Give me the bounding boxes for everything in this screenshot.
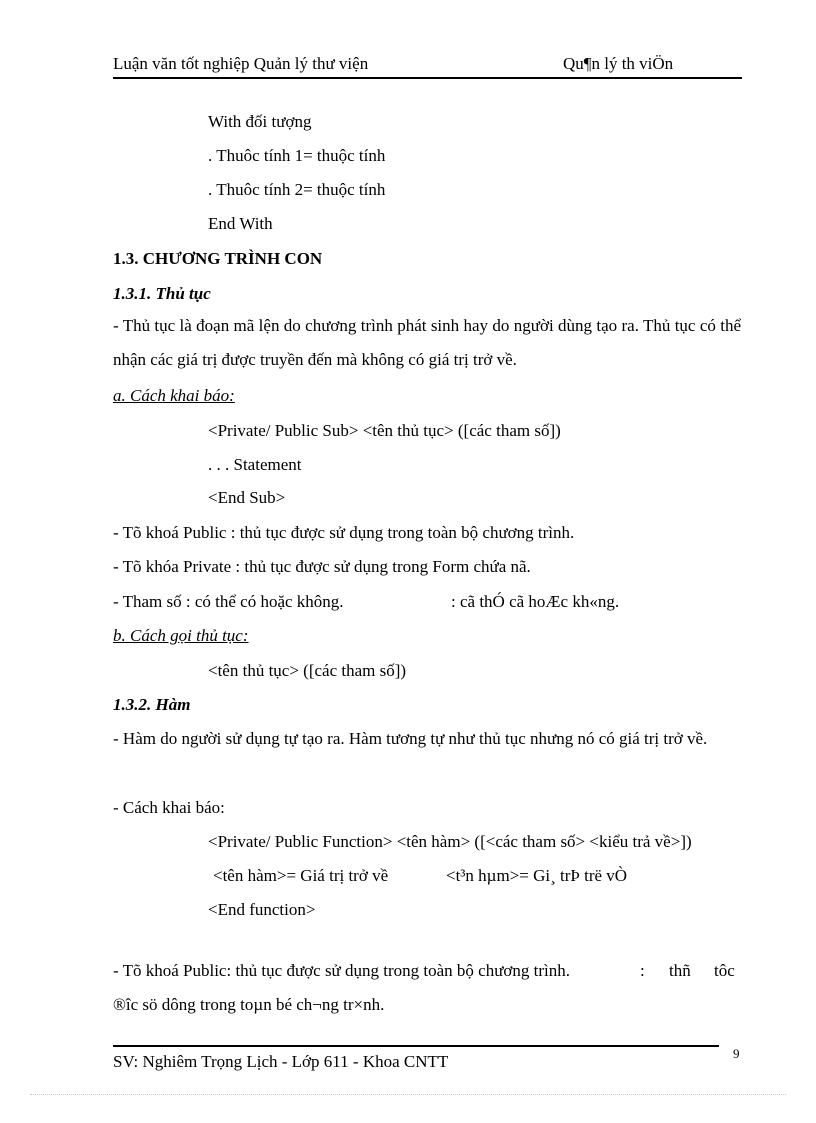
paragraph: - Thủ tục là đoạn mã lện do chương trình phát sinh hay do người dùng tạo ra. Thủ tục có thể nhận các giá trị được truyền đến mà không có giá trị trở về. — [113, 316, 741, 369]
code-line: . . . Statement — [208, 455, 302, 474]
header-title-right: Qu¶n lý th viÖn — [563, 54, 674, 73]
sub-heading-a: a. Cách khai báo: — [113, 386, 235, 405]
paragraph: - Hàm do người sử dụng tự tạo ra. Hàm tương tự như thủ tục nhưng nó có giá trị trở về. — [113, 729, 708, 748]
footer-text: SV: Nghiêm Trọng Lịch - Lớp 611 - Khoa CNTT — [113, 1052, 449, 1071]
code-line: <tên hàm>= Giá trị trở về — [213, 866, 389, 885]
text-line-garbled: thñ — [669, 961, 691, 980]
code-line: With đối tượng — [208, 112, 312, 131]
subsection-heading: 1.3.1. Thủ tục — [113, 284, 211, 303]
code-line: <End function> — [208, 900, 316, 919]
code-line: <Private/ Public Sub> <tên thủ tục> ([các tham số]) — [208, 421, 561, 440]
code-line: . Thuôc tính 1= thuộc tính — [208, 146, 386, 165]
code-line-garbled: <t³n hµm>= Gi¸ trÞ trë vÒ — [446, 866, 628, 885]
text-line: - Cách khai báo: — [113, 798, 225, 817]
code-line: End With — [208, 214, 273, 233]
code-line: . Thuôc tính 2= thuộc tính — [208, 180, 386, 199]
header-title-left: Luận văn tốt nghiệp Quản lý thư viện — [113, 54, 369, 73]
text-line-garbled: : cã thÓ cã hoÆc kh«ng. — [451, 592, 620, 611]
text-line-garbled: ®îc sö dông trong toµn bé ch¬ng tr×nh. — [113, 995, 385, 1014]
text-line: - Tõ khoá Public: thủ tục được sử dụng trong toàn bộ chương trình. — [113, 961, 571, 980]
page-number: 9 — [733, 1046, 740, 1061]
code-line: <tên thủ tục> ([các tham số]) — [208, 661, 407, 680]
subsection-heading: 1.3.2. Hàm — [113, 695, 191, 714]
header-rule — [113, 77, 742, 79]
text-line: - Tõ khóa Private : thủ tục được sử dụng trong Form chứa nã. — [113, 557, 531, 576]
footer-rule — [113, 1045, 719, 1047]
text-line: - Tõ khoá Public : thủ tục được sử dụng trong toàn bộ chương trình. — [113, 523, 575, 542]
text-line: - Tham số : có thể có hoặc không. — [113, 592, 344, 611]
code-line: <Private/ Public Function> <tên hàm> ([<các tham số> <kiểu trả về>]) — [208, 832, 692, 851]
section-heading: 1.3. CHƯƠNG TRÌNH CON — [113, 249, 323, 268]
text-line-garbled: : — [640, 961, 645, 980]
page-edge — [30, 1094, 786, 1095]
sub-heading-b: b. Cách gọi thủ tục: — [113, 626, 249, 645]
text-line-garbled: tôc — [714, 961, 735, 980]
code-line: <End Sub> — [208, 488, 286, 507]
